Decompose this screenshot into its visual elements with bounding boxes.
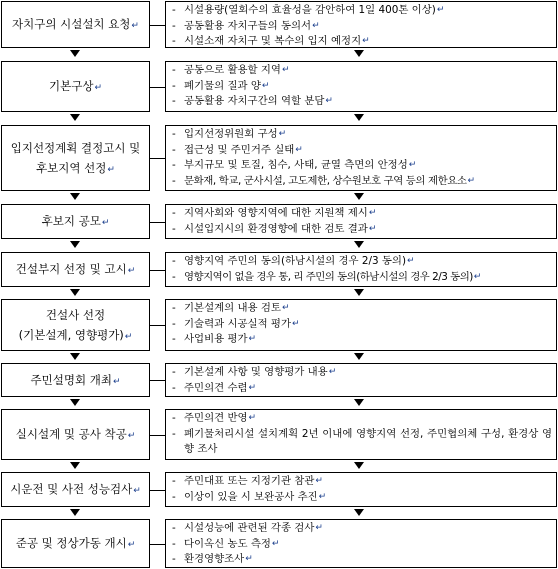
detail-item: 시설성능에 관련된 각종 검사 — [184, 522, 315, 534]
detail-item: 환경영향조사 — [184, 553, 245, 565]
paragraph-mark-icon: ↵ — [107, 164, 115, 175]
step-title-line: 건설사 선정 — [45, 307, 106, 322]
down-arrow-icon — [354, 193, 364, 200]
step-title — [1, 1, 150, 48]
detail-item: 기본설계 사항 및 영향평가 내용 — [184, 366, 328, 378]
step-title-line: 기본구상 — [49, 79, 94, 94]
step-details: - 지역사회와 영향지역에 대한 지원책 제시 ↵ - 시설입지시의 환경영향에 대한 검토 결과 ↵ — [165, 204, 557, 239]
paragraph-mark-icon: ↵ — [124, 331, 133, 342]
down-arrow-icon — [354, 114, 364, 121]
paragraph-mark-icon: ↵ — [133, 486, 141, 497]
detail-item: 이상이 있을 시 보완공사 추진 — [184, 490, 318, 503]
down-arrow-icon — [70, 114, 80, 121]
step-row — [0, 252, 558, 287]
detail-item: 영향지역이 없을 경우 통, 리 주민의 동의(하남시설의 경우 2/3 동의) — [184, 270, 473, 283]
step-title-line: 후보지 공모 — [41, 214, 101, 229]
down-arrow-icon — [354, 241, 364, 248]
step-row — [0, 472, 558, 507]
detail-item: 다이옥신 농도 측정 — [184, 537, 271, 550]
step-details: - 공동으로 활용할 지역 ↵ - 폐기물의 질과 양 ↵ - 공동활용 자치구간의 역할 분담 ↵ — [165, 61, 557, 112]
step-details: - 기본설계 사항 및 영향평가 내용 ↵ - 주민의견 수렴 ↵ — [165, 363, 557, 397]
down-arrow-icon — [70, 509, 80, 516]
connector-line — [150, 490, 165, 491]
down-arrow-icon — [354, 462, 364, 469]
detail-item: 주민대표 또는 지정기관 참관 — [184, 475, 315, 487]
step-row — [0, 519, 558, 568]
step-title — [1, 472, 150, 507]
step-title-line: 건설부지 선정 및 고시 — [15, 262, 127, 277]
paragraph-mark-icon: ↵ — [101, 218, 110, 229]
step-row — [0, 61, 558, 112]
step-title — [1, 519, 150, 568]
step-title-line: 실시설계 및 공사 착공 — [15, 427, 127, 442]
down-arrow-icon — [70, 462, 80, 469]
connector-line — [150, 158, 165, 159]
paragraph-mark-icon: ↵ — [112, 376, 121, 387]
detail-item: 지역사회와 영향지역에 대한 지원책 제시 — [184, 207, 368, 219]
detail-item: 시설용량(열회수의 효율성을 감안하여 1일 400톤 이상) — [184, 4, 436, 16]
paragraph-mark-icon: ↵ — [94, 83, 102, 94]
detail-item: 입지선정위원회 구성 — [184, 128, 278, 140]
down-arrow-icon — [70, 289, 80, 296]
down-arrow-icon — [354, 353, 364, 360]
detail-item: 사업비용 평가 — [184, 333, 248, 345]
connector-line — [150, 435, 165, 436]
step-details: - 주민대표 또는 지정기관 참관 ↵ - 이상이 있을 시 보완공사 추진 ↵ — [165, 472, 557, 507]
connector-line — [150, 270, 165, 271]
paragraph-mark-icon: ↵ — [127, 540, 136, 551]
step-row — [0, 125, 558, 191]
detail-item: 시설소재 자치구 및 복수의 입지 예정지 — [184, 35, 362, 47]
step-details: - 영향지역 주민의 동의(하남시설의 경우 2/3 동의) ↵ - 영향지역이 없을 경우 통, 리 주민의 동의(하남시설의 경우 2/3 동의) ↵ — [165, 252, 557, 287]
detail-item: 폐기물의 질과 양 — [184, 79, 261, 92]
detail-item: 주민의견 반영 — [184, 412, 248, 424]
connector-line — [150, 544, 165, 545]
step-row — [0, 409, 558, 460]
connector-line — [150, 222, 165, 223]
detail-item: 공동활용 자치구간의 역할 분담 — [184, 95, 325, 107]
connector-line — [150, 380, 165, 381]
step-details: - 시설용량(열회수의 효율성을 감안하여 1일 400톤 이상) ↵ - 공동활용 자치구들의 동의서 ↵ - 시설소재 자치구 및 복수의 입지 예정지 ↵ — [165, 1, 557, 48]
step-title-line: 입지선정계획 결정고시 및 — [10, 140, 141, 155]
connector-line — [150, 25, 165, 26]
detail-item: 기술력과 시공실적 평가 — [184, 317, 291, 330]
step-title-line: 준공 및 정상가동 개시 — [15, 536, 127, 551]
detail-item: 주민의견 수렴 — [184, 381, 248, 394]
detail-item: 폐기물처리시설 설치계획 2년 이내에 영향지역 선정, 주민협의체 구성, 환경상 영향 조사 — [184, 427, 552, 455]
step-details: - 입지선정위원회 구성 ↵ - 접근성 및 주민거주 실태 ↵ - 부지규모 및 토질, 침수, 사태, 균열 측면의 안정성 ↵ - 문화재, 학교, 군사시설, 고도제한, 상수원보호 구역 등의 제한요소 ↵ — [165, 125, 557, 191]
down-arrow-icon — [354, 509, 364, 516]
detail-item: 공동활용 자치구들의 동의서 — [184, 19, 312, 32]
step-title — [1, 61, 150, 112]
detail-item: 공동으로 활용할 지역 — [184, 64, 281, 76]
step-title-line: 주민설명회 개최 — [30, 372, 112, 387]
step-title — [1, 409, 150, 460]
down-arrow-icon — [70, 193, 80, 200]
step-details: - 시설성능에 관련된 각종 검사 ↵ - 다이옥신 농도 측정 ↵ - 환경영향조사 ↵ — [165, 519, 557, 568]
down-arrow-icon — [70, 50, 80, 57]
detail-item: 문화재, 학교, 군사시설, 고도제한, 상수원보호 구역 등의 제한요소 — [184, 174, 467, 187]
paragraph-mark-icon: ↵ — [127, 266, 136, 277]
step-row — [0, 299, 558, 351]
step-details: - 기본설계의 내용 검토 ↵ - 기술력과 시공실적 평가 ↵ - 사업비용 평가 ↵ — [165, 299, 557, 351]
step-title-line: 시운전 및 사전 성능검사 — [10, 482, 133, 497]
connector-line — [150, 87, 165, 88]
detail-item: 영향지역 주민의 동의(하남시설의 경우 2/3 동의) — [184, 255, 407, 267]
step-row — [0, 1, 558, 48]
detail-item: 시설입지시의 환경영향에 대한 검토 결과 — [184, 222, 368, 235]
down-arrow-icon — [354, 50, 364, 57]
step-title-line: (기본설계, 영향평가) — [18, 327, 124, 342]
down-arrow-icon — [70, 399, 80, 406]
down-arrow-icon — [70, 241, 80, 248]
down-arrow-icon — [354, 289, 364, 296]
detail-item: 부지규모 및 토질, 침수, 사태, 균열 측면의 안정성 — [184, 159, 408, 171]
down-arrow-icon — [70, 353, 80, 360]
detail-item: 기본설계의 내용 검토 — [184, 302, 281, 314]
step-title — [1, 252, 150, 287]
connector-line — [150, 325, 165, 326]
paragraph-mark-icon: ↵ — [127, 431, 136, 442]
detail-item: 접근성 및 주민거주 실태 — [184, 143, 295, 156]
step-title-line: 자치구의 시설설치 요청 — [12, 17, 131, 32]
down-arrow-icon — [354, 399, 364, 406]
step-details: - 주민의견 반영 ↵ - 폐기물처리시설 설치계획 2년 이내에 영향지역 선정, 주민협의체 구성, 환경상 영향 조사 — [165, 409, 557, 460]
step-title — [1, 299, 150, 351]
step-row — [0, 204, 558, 239]
step-row — [0, 363, 558, 397]
step-title — [1, 125, 150, 191]
step-title-line: 후보지역 선정 — [36, 160, 107, 175]
step-title — [1, 363, 150, 397]
step-title — [1, 204, 150, 239]
paragraph-mark-icon: ↵ — [131, 21, 139, 32]
